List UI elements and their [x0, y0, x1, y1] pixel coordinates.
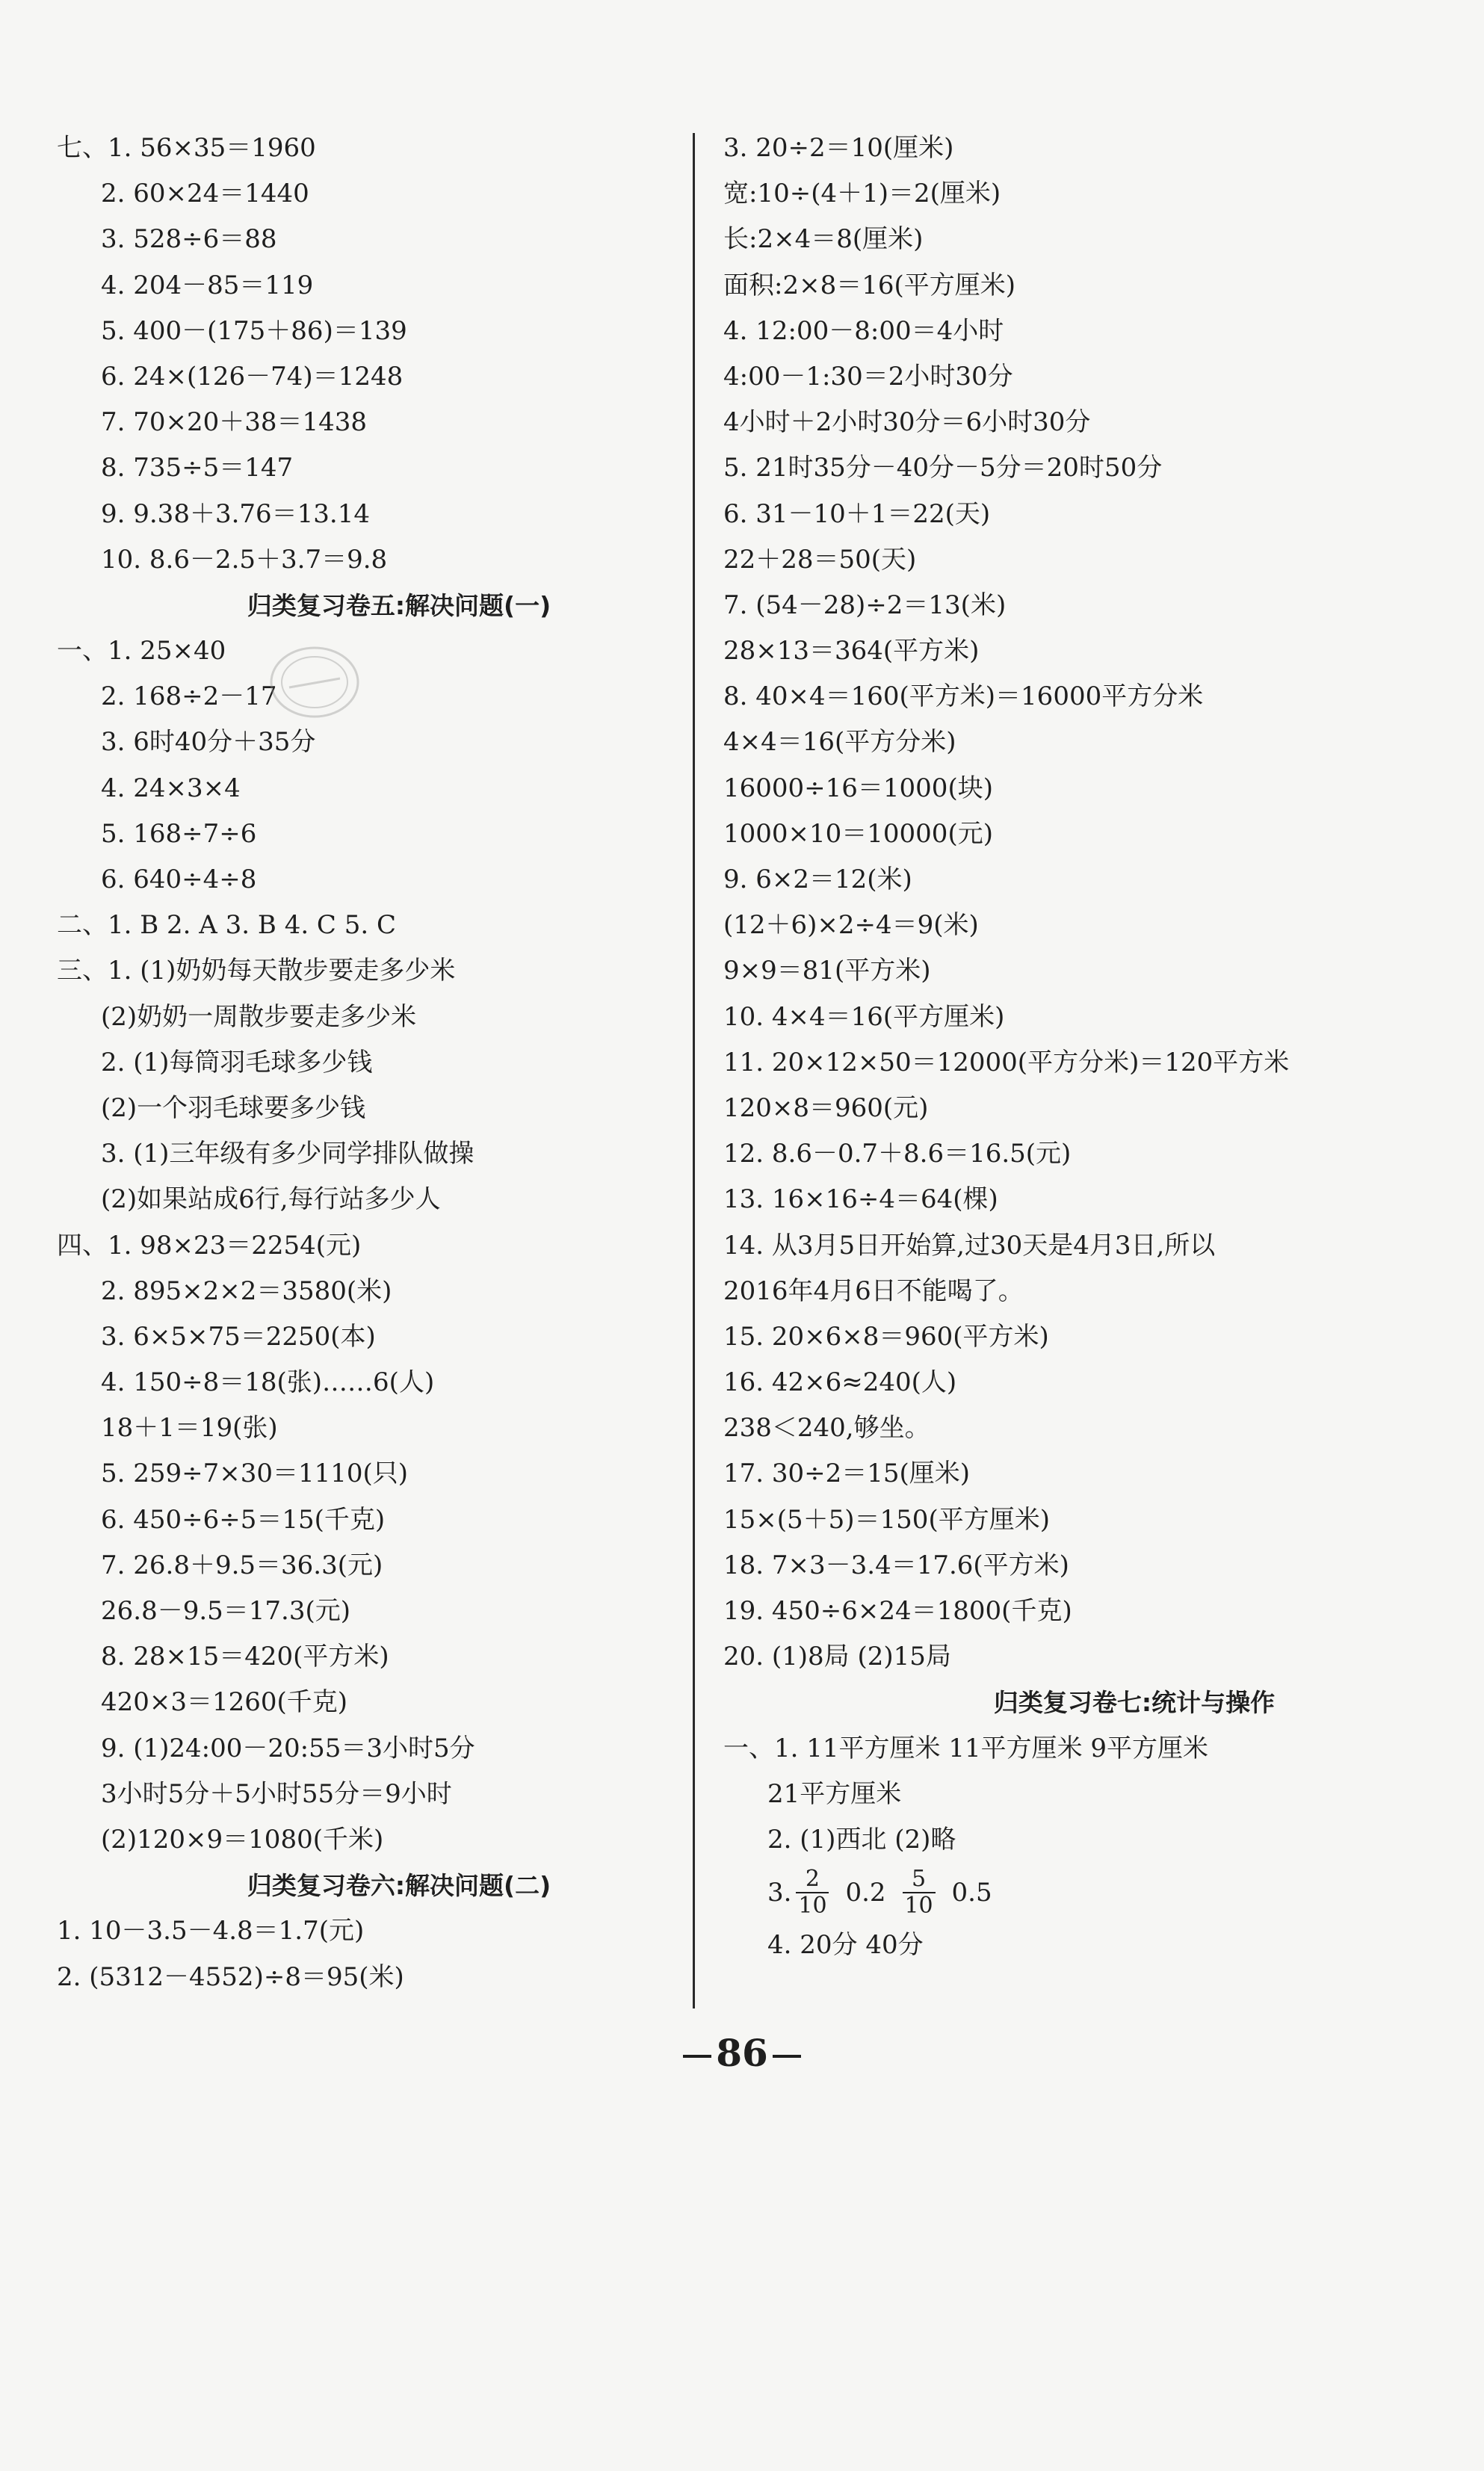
- answer-line: 4. 20分 40分: [767, 1930, 924, 1961]
- fraction-five-tenths: [903, 1867, 936, 1919]
- answer-line: 长:2×4＝8(厘米): [723, 224, 924, 255]
- answer-line: 6. 640÷4÷8: [101, 865, 257, 894]
- answer-line: 3. 6时40分＋35分: [101, 727, 316, 758]
- answer-line: 7. 26.8＋9.5＝36.3(元): [101, 1550, 383, 1580]
- answer-line: (12＋6)×2÷4＝9(米): [723, 910, 979, 941]
- answer-line: 8. 735÷5＝147: [101, 453, 294, 483]
- fraction-answer-line: [723, 1863, 1471, 1923]
- answer-line: 7. 70×20＋38＝1438: [101, 407, 368, 438]
- answer-line: 8. 40×4＝160(平方米)＝16000平方分米: [723, 681, 1204, 712]
- answer-line: 面积:2×8＝16(平方厘米): [723, 270, 1015, 300]
- answer-line: 28×13＝364(平方米): [723, 636, 980, 667]
- fraction-denominator: 10: [798, 1893, 827, 1920]
- decimal-value: 0.2: [845, 1877, 886, 1908]
- answer-line: 15×(5＋5)＝150(平方厘米): [723, 1504, 1050, 1535]
- answer-line: 5. 400－(175＋86)＝139: [101, 315, 407, 346]
- answer-line: 7. (54－28)÷2＝13(米): [723, 590, 1007, 620]
- answer-line: 宽:10÷(4＋1)＝2(厘米): [723, 179, 1001, 209]
- answer-line: 三、1. (1)奶奶每天散步要走多少米: [57, 956, 456, 986]
- answer-line: 七、1. 56×35＝1960: [57, 133, 316, 163]
- page-number: [0, 2031, 1484, 2076]
- page-number-text: 86: [716, 2031, 768, 2075]
- answer-line: 120×8＝960(元): [723, 1092, 929, 1123]
- answer-line: 16000÷16＝1000(块): [723, 773, 993, 803]
- stamp-watermark: [267, 641, 362, 723]
- answer-line: 2. (5312－4552)÷8＝95(米): [57, 1961, 404, 1992]
- answer-line: 19. 450÷6×24＝1800(千克): [723, 1596, 1072, 1626]
- answer-line: 420×3＝1260(千克): [101, 1687, 348, 1718]
- answer-line: 4:00－1:30＝2小时30分: [723, 361, 1013, 392]
- answer-line: 20. (1)8局 (2)15局: [723, 1642, 951, 1672]
- answer-line: 2. 60×24＝1440: [101, 179, 309, 209]
- answer-line: 3. 6×5×75＝2250(本): [101, 1321, 376, 1352]
- answer-line: 四、1. 98×23＝2254(元): [57, 1230, 362, 1261]
- answer-line: 2016年4月6日不能喝了。: [723, 1275, 1024, 1306]
- answer-line: (2)如果站成6行,每行站多少人: [101, 1184, 441, 1215]
- fraction-numerator: 2: [805, 1866, 820, 1893]
- answer-line: 2. 168÷2－17: [101, 681, 277, 712]
- answer-line: 5. 168÷7÷6: [101, 818, 257, 849]
- answer-line: 9×9＝81(平方米): [723, 956, 931, 986]
- answer-line: 21平方厘米: [767, 1778, 902, 1809]
- answer-line: 3小时5分＋5小时55分＝9小时: [101, 1778, 452, 1809]
- answer-line: 4小时＋2小时30分＝6小时30分: [723, 407, 1091, 438]
- answer-line: 3. (1)三年级有多少同学排队做操: [101, 1139, 474, 1169]
- answer-line: 16. 42×6≈240(人): [723, 1367, 957, 1398]
- answer-line: 3. 20÷2＝10(厘米): [723, 133, 954, 163]
- answer-line: 4. 150÷8＝18(张)……6(人): [101, 1367, 435, 1398]
- fraction-numerator: 5: [911, 1866, 927, 1893]
- answer-line: 15. 20×6×8＝960(平方米): [723, 1321, 1049, 1352]
- fraction-two-tenths: [796, 1867, 829, 1919]
- answer-line: 一、1. 11平方厘米 11平方厘米 9平方厘米: [723, 1733, 1209, 1763]
- answer-line: 4. 12:00－8:00＝4小时: [723, 315, 1004, 346]
- answer-line: 3. 528÷6＝88: [101, 224, 277, 255]
- answer-line: 6. 450÷6÷5＝15(千克): [101, 1504, 386, 1535]
- answer-line: 26.8－9.5＝17.3(元): [101, 1596, 351, 1626]
- answer-line: (2)一个羽毛球要多少钱: [101, 1092, 366, 1123]
- answer-line: 一、1. 25×40: [57, 636, 226, 667]
- answer-line: 9. (1)24:00－20:55＝3小时5分: [101, 1733, 475, 1763]
- answer-line: 18＋1＝19(张): [101, 1413, 278, 1444]
- answer-line: 9. 6×2＝12(米): [723, 865, 912, 894]
- answer-line: 9. 9.38＋3.76＝13.14: [101, 498, 370, 529]
- answer-line: 2. (1)西北 (2)略: [767, 1824, 956, 1855]
- fraction-denominator: 10: [904, 1893, 933, 1920]
- answer-line: 4×4＝16(平方分米): [723, 727, 956, 758]
- answer-line: 13. 16×16÷4＝64(棵): [723, 1184, 998, 1215]
- answer-line: 238＜240,够坐。: [723, 1413, 930, 1444]
- answer-line: 2. (1)每筒羽毛球多少钱: [101, 1047, 373, 1077]
- answer-line: 5. 259÷7×30＝1110(只): [101, 1459, 409, 1489]
- answer-line: 4. 204－85＝119: [101, 270, 314, 300]
- answer-line: 4. 24×3×4: [101, 773, 241, 803]
- answer-line: 10. 8.6－2.5＋3.7＝9.8: [101, 544, 388, 575]
- answer-line: 17. 30÷2＝15(厘米): [723, 1459, 971, 1489]
- decimal-value: 0.5: [951, 1877, 992, 1908]
- answer-line: (2)120×9＝1080(千米): [101, 1824, 384, 1855]
- answer-line: 14. 从3月5日开始算,过30天是4月3日,所以: [723, 1230, 1216, 1261]
- answer-line: 6. 24×(126－74)＝1248: [101, 361, 404, 392]
- answer-line: 2. 895×2×2＝3580(米): [101, 1275, 392, 1306]
- right-column: [723, 126, 1471, 1968]
- answer-line: 12. 8.6－0.7＋8.6＝16.5(元): [723, 1139, 1072, 1169]
- answer-line: 11. 20×12×50＝12000(平方分米)＝120平方米: [723, 1047, 1290, 1077]
- section-heading: 归类复习卷六:解决问题(二): [247, 1871, 551, 1901]
- answer-line: 10. 4×4＝16(平方厘米): [723, 1001, 1005, 1032]
- answer-line: 8. 28×15＝420(平方米): [101, 1642, 389, 1672]
- answer-line: 22＋28＝50(天): [723, 544, 917, 575]
- section-heading: 归类复习卷五:解决问题(一): [247, 590, 551, 620]
- answer-line: 1. 10－3.5－4.8＝1.7(元): [57, 1916, 365, 1946]
- answer-line: 1000×10＝10000(元): [723, 818, 993, 849]
- answer-line: 二、1. B 2. A 3. B 4. C 5. C: [57, 910, 397, 941]
- fraction-line-label: 3.: [767, 1877, 792, 1908]
- answer-line: 6. 31－10＋1＝22(天): [723, 498, 991, 529]
- answer-line: 5. 21时35分－40分－5分＝20时50分: [723, 453, 1163, 483]
- section-heading: 归类复习卷七:统计与操作: [993, 1688, 1276, 1718]
- column-divider: [693, 133, 695, 2008]
- left-column: [57, 126, 670, 2000]
- answer-line: (2)奶奶一周散步要走多少米: [101, 1001, 417, 1032]
- answer-line: 18. 7×3－3.4＝17.6(平方米): [723, 1550, 1069, 1580]
